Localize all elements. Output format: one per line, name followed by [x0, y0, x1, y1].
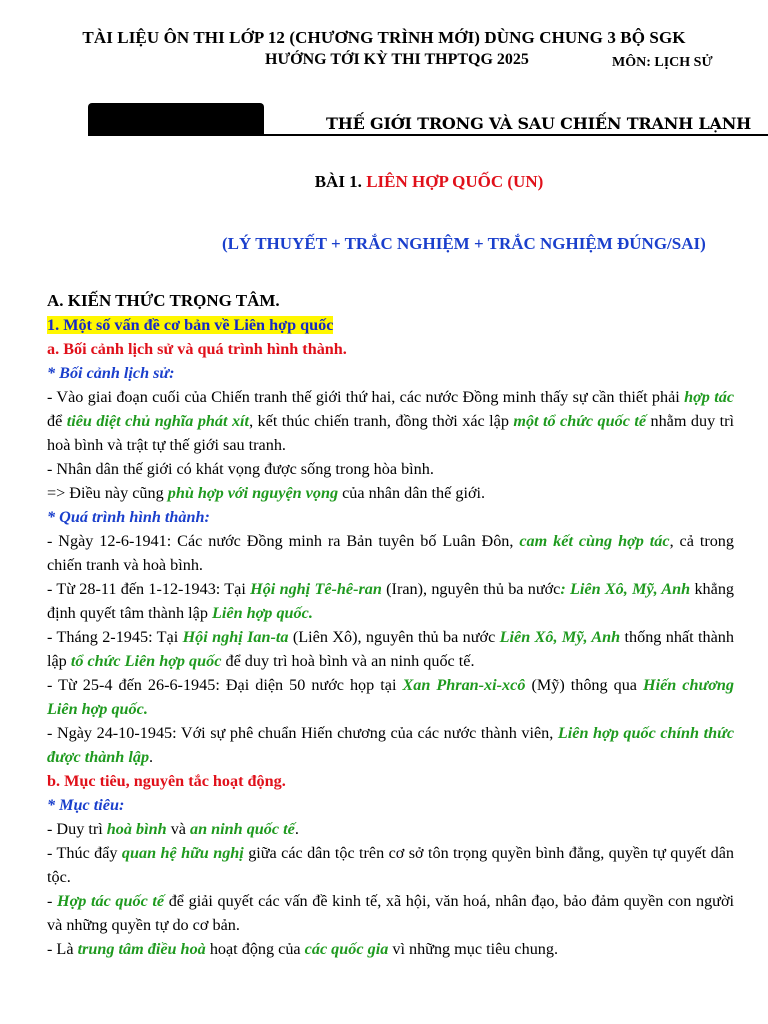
text: - Ngày 12-6-1941: Các nước Đồng minh ra Bản tuyên bố Luân Đôn, [47, 532, 520, 550]
text: - Từ 25-4 đến 26-6-1945: Đại diện 50 nước họp tại [47, 676, 403, 694]
text: . [149, 748, 154, 766]
highlight: Hiến chương Liên hợp quốc. [47, 676, 734, 718]
lesson-prefix: BÀI 1. [314, 172, 367, 191]
text: - Là [47, 940, 78, 958]
text: , kết thúc chiến tranh, đồng thời xác lập [249, 412, 514, 430]
text: hoạt động của [205, 940, 305, 958]
text: - Vào giai đoạn cuối của Chiến tranh thế giới thứ hai, các nước Đồng minh thấy sự cần thiết phải [47, 388, 685, 406]
lesson-name: LIÊN HỢP QUỐC (UN) [366, 172, 544, 191]
highlight: các quốc gia [304, 940, 389, 958]
text: thống nhất thành lập [47, 628, 734, 670]
paragraph [47, 577, 734, 625]
text: của nhân dân thế giới. [338, 484, 486, 502]
text: (Liên Xô), nguyên thủ ba nước [288, 628, 500, 646]
text: để giải quyết các vấn đề kinh tế, xã hội, văn hoá, nhân đạo, bảo đảm quyền con người và những quyền tự do cơ bản. [47, 892, 734, 934]
text: khẳng định quyết tâm thành lập [47, 580, 735, 622]
highlight: Hội nghị Ian-ta [182, 628, 289, 646]
highlight: phù hợp với nguyện vọng [167, 484, 339, 502]
process-label: * Quá trình hình thành: [47, 508, 210, 526]
context-label: * Bối cảnh lịch sử: [47, 364, 175, 382]
text: - Từ 28-11 đến 1-12-1943: Tại [47, 580, 251, 598]
text: (Iran), nguyên thủ ba nước [381, 580, 561, 598]
heading-1-row [47, 313, 734, 337]
paragraph [47, 529, 734, 577]
lesson-title [0, 172, 768, 192]
highlight: an ninh quốc tế [190, 820, 295, 838]
redacted-box [88, 103, 264, 136]
goal-label: * Mục tiêu: [47, 796, 125, 814]
paragraph [47, 481, 734, 505]
paragraph [47, 625, 734, 673]
text: - Duy trì [47, 820, 107, 838]
text: để duy trì hoà bình và an ninh quốc tế. [221, 652, 475, 670]
highlight: một tổ chức quốc tế [513, 412, 647, 430]
text: nhằm duy trì hoà bình và trật tự thế giới sau tranh. [47, 412, 734, 454]
highlight: Xan Phran-xi-xcô [402, 676, 526, 694]
paragraph [47, 817, 734, 841]
paragraph [47, 889, 734, 937]
paragraph [47, 385, 734, 457]
header-title-line1: TÀI LIỆU ÔN THI LỚP 12 (CHƯƠNG TRÌNH MỚI) DÙNG CHUNG 3 BỘ SGK [82, 28, 686, 47]
text: giữa các dân tộc trên cơ sở tôn trọng quyền bình đẳng, quyền tự quyết dân tộc. [47, 844, 734, 886]
lesson-subtitle: (LÝ THUYẾT + TRẮC NGHIỆM + TRẮC NGHIỆM ĐÚNG/SAI) [222, 234, 706, 253]
highlight: trung tâm điều hoà [77, 940, 206, 958]
highlight: Liên hợp quốc. [212, 604, 313, 622]
highlight: Liên hợp quốc chính thức được thành lập [47, 724, 735, 766]
paragraph [47, 937, 734, 961]
text: (Mỹ) thông qua [525, 676, 644, 694]
heading-1a: a. Bối cảnh lịch sử và quá trình hình thành. [47, 340, 347, 358]
heading-1b: b. Mục tiêu, nguyên tắc hoạt động. [47, 772, 286, 790]
highlight: Hội nghị Tê-hê-ran [250, 580, 382, 598]
paragraph: - Nhân dân thế giới có khát vọng được sống trong hòa bình. [47, 460, 434, 478]
text: để [47, 412, 67, 430]
header-title-line2: HƯỚNG TỚI KỲ THI THPTQG 2025 [265, 51, 529, 68]
highlight: cam kết cùng hợp tác [519, 532, 670, 550]
heading-1: 1. Một số vấn đề cơ bản về Liên hợp quốc [47, 316, 334, 334]
text: . [294, 820, 299, 838]
highlight: Hợp tác quốc tế [57, 892, 165, 910]
text: và [166, 820, 191, 838]
highlight: : Liên Xô, Mỹ, Anh [560, 580, 691, 598]
document-body [47, 289, 734, 961]
text: - Ngày 24-10-1945: Với sự phê chuẩn Hiến chương của các nước thành viên, [47, 724, 558, 742]
highlight: Liên Xô, Mỹ, Anh [499, 628, 621, 646]
text: => Điều này cũng [47, 484, 168, 502]
highlight: hợp tác [684, 388, 735, 406]
text: - [47, 892, 58, 910]
paragraph [47, 841, 734, 889]
highlight: hoà bình [106, 820, 167, 838]
highlight: tổ chức Liên hợp quốc [70, 652, 222, 670]
section-title: THẾ GIỚI TRONG VÀ SAU CHIẾN TRANH LẠNH [326, 114, 752, 133]
subject-label: MÔN: LỊCH SỬ [612, 55, 713, 70]
paragraph [47, 673, 734, 721]
text: vì những mục tiêu chung. [388, 940, 559, 958]
text: - Thúc đẩy [47, 844, 122, 862]
text: - Tháng 2-1945: Tại [47, 628, 183, 646]
section-divider [264, 134, 768, 136]
paragraph [47, 721, 734, 769]
heading-a: A. KIẾN THỨC TRỌNG TÂM. [47, 291, 280, 310]
highlight: quan hệ hữu nghị [121, 844, 244, 862]
highlight: tiêu diệt chủ nghĩa phát xít [66, 412, 250, 430]
text: , cả trong chiến tranh và hoà bình. [47, 532, 734, 574]
